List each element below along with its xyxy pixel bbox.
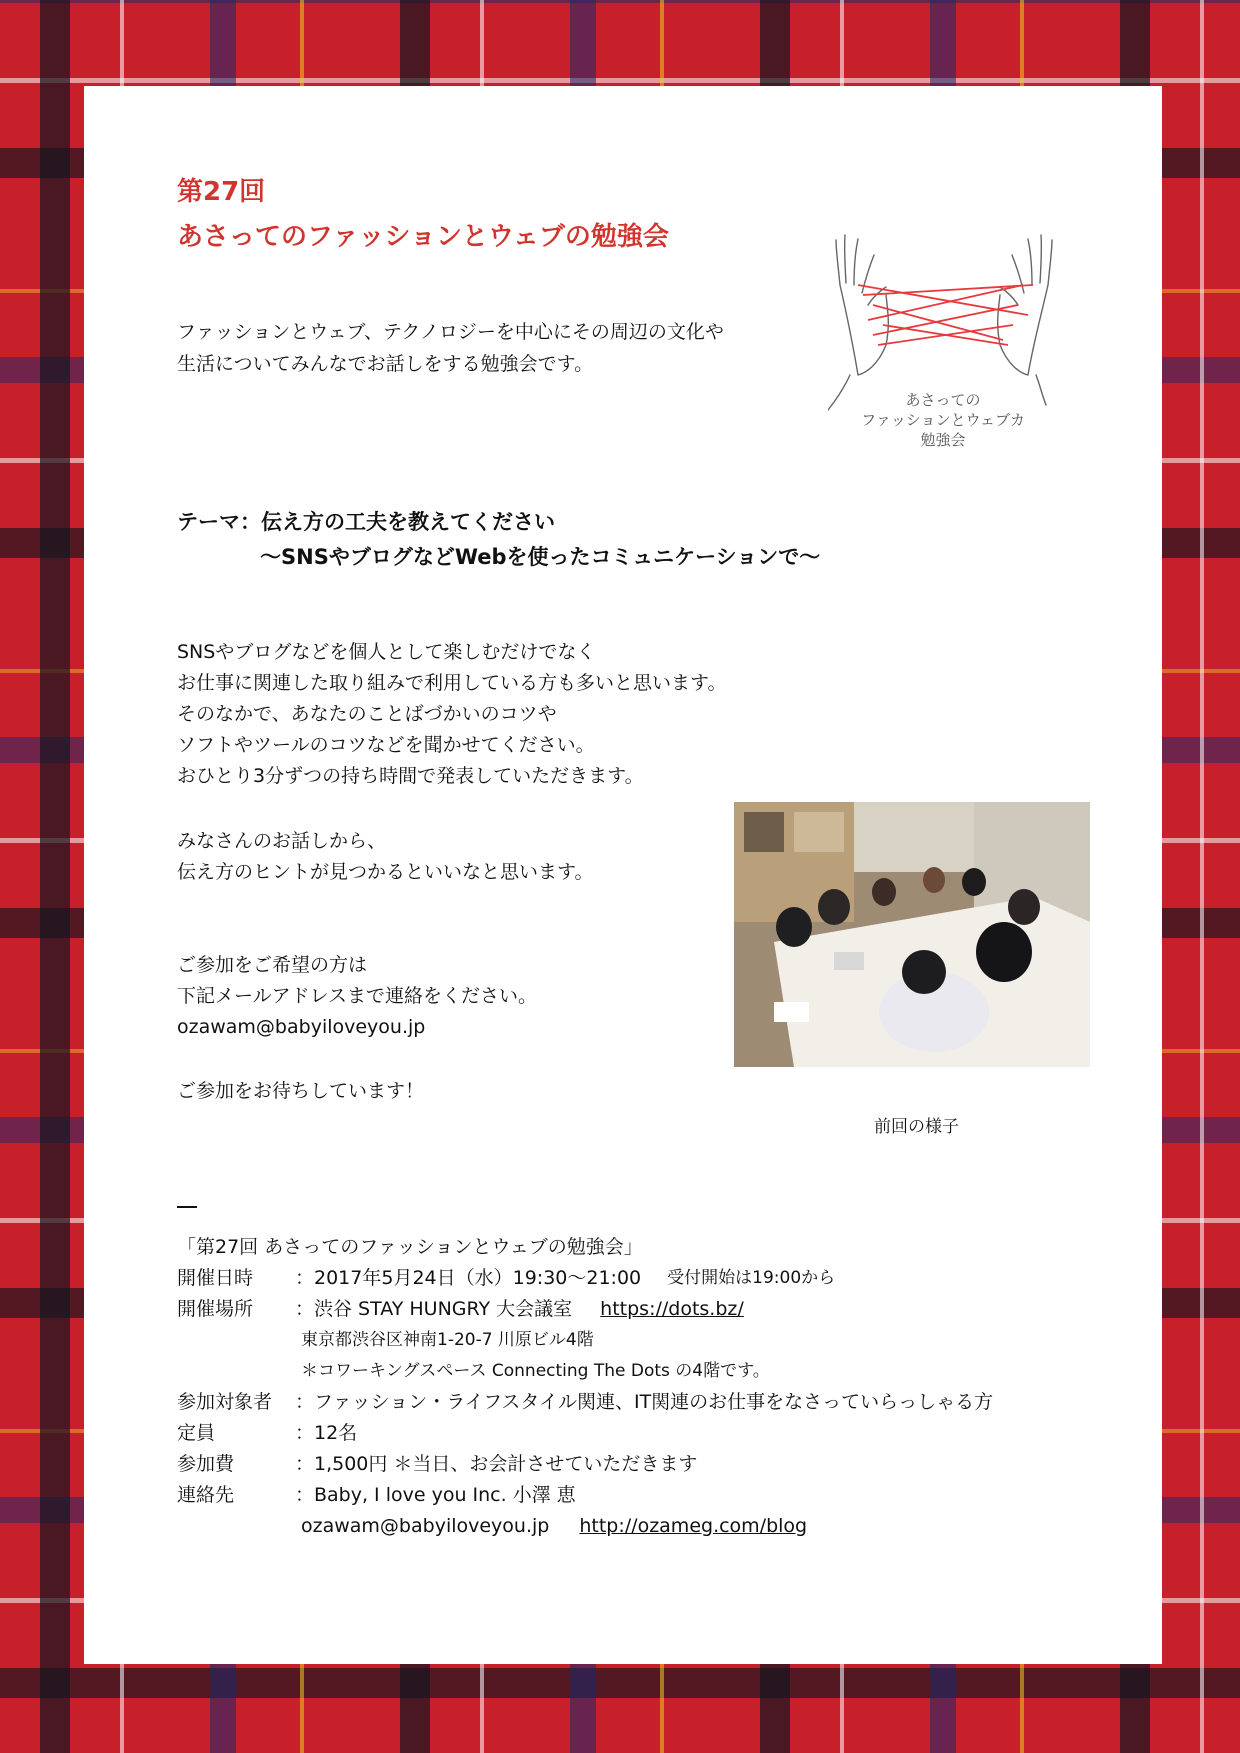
venue-address: 東京都渋谷区神南1-20-7 川原ビル4階 (301, 1330, 594, 1350)
body-line: ご参加をご希望の方は (177, 954, 368, 976)
body-line: ソフトやツールのコツなどを聞かせてください。 (177, 734, 595, 756)
theme-title: テーマ：伝え方の工夫を教えてください (177, 510, 555, 534)
intro-text (177, 316, 724, 380)
details-heading-text: 「第27回 あさってのファッションとウェブの勉強会」 (177, 1236, 643, 1258)
detail-row-venue-note (177, 1356, 993, 1387)
detail-row-target (177, 1387, 993, 1418)
intro-line: ファッションとウェブ、テクノロジーを中心にその周辺の文化や (177, 321, 724, 343)
detail-row-address (177, 1325, 993, 1356)
event-details (177, 1232, 993, 1542)
blog-link[interactable]: http://ozameg.com/blog (579, 1515, 808, 1537)
body-line: おひとり3分ずつの持ち時間で発表していただきます。 (177, 765, 644, 787)
detail-value: ：渋谷 STAY HUNGRY 大会議室 (295, 1298, 573, 1320)
detail-row-date (177, 1263, 993, 1294)
logo-line3: 勉強会 (920, 431, 966, 449)
detail-row-contact-links (177, 1511, 993, 1542)
venue-note: ＊コワーキングスペース Connecting The Dots の4階です。 (301, 1361, 770, 1381)
page-title (177, 170, 669, 260)
detail-row-capacity (177, 1418, 993, 1449)
detail-note: 受付開始は19:00から (667, 1268, 836, 1288)
section-divider (177, 1206, 197, 1208)
contact-email-inline[interactable]: ozawam@babyiloveyou.jp (177, 1016, 426, 1038)
body-line: SNSやブログなどを個人として楽しむだけでなく (177, 641, 596, 663)
body-paragraph-3 (177, 950, 537, 1043)
detail-label: 開催場所 (177, 1298, 254, 1320)
body-line: みなさんのお話しから、 (177, 830, 387, 852)
previous-session-photo (734, 802, 1090, 1067)
body-line: そのなかで、あなたのことばづかいのコツや (177, 703, 557, 725)
body-line: 下記メールアドレスまで連絡をください。 (177, 985, 538, 1007)
logo-line2: ファッションとウェブカ (861, 411, 1025, 429)
detail-value: ：ファッション・ライフスタイル関連、IT関連のお仕事をなさっていらっしゃる方 (295, 1391, 994, 1413)
theme-heading (177, 505, 820, 575)
detail-value: ：1,500円 ＊当日、お会計させていただきます (295, 1453, 698, 1475)
detail-label: 開催日時 (177, 1267, 254, 1289)
photo-caption: 前回の様子 (874, 1117, 959, 1137)
detail-row-contact (177, 1480, 993, 1511)
detail-value: ：Baby, I love you Inc. 小澤 恵 (295, 1484, 576, 1506)
title-name: あさってのファッションとウェブの勉強会 (177, 222, 669, 252)
venue-link[interactable]: https://dots.bz/ (600, 1298, 744, 1320)
detail-label: 定員 (177, 1422, 216, 1444)
detail-value: ：12名 (295, 1422, 358, 1444)
theme-subtitle: 〜SNSやブログなどWebを使ったコミュニケーションで〜 (260, 545, 821, 569)
detail-row-fee (177, 1449, 993, 1480)
closing-text: ご参加をお待ちしています！ (177, 1080, 425, 1102)
body-paragraph-1 (177, 637, 726, 792)
logo-line1: あさっての (905, 391, 981, 409)
detail-label: 参加対象者 (177, 1391, 273, 1413)
detail-value: ：2017年5月24日（水）19:30〜21:00 (295, 1267, 642, 1289)
body-paragraph-2 (177, 826, 593, 888)
intro-line: 生活についてみんなでお話しをする勉強会です。 (177, 353, 594, 375)
body-line: お仕事に関連した取り組みで利用している方も多いと思います。 (177, 672, 727, 694)
title-edition: 第27回 (177, 177, 266, 207)
detail-label: 参加費 (177, 1453, 235, 1475)
detail-row-venue (177, 1294, 993, 1325)
detail-label: 連絡先 (177, 1484, 235, 1506)
contact-email[interactable]: ozawam@babyiloveyou.jp (301, 1515, 550, 1537)
body-line: 伝え方のヒントが見つかるといいなと思います。 (177, 861, 594, 883)
details-heading (177, 1232, 993, 1263)
cats-cradle-logo (828, 225, 1058, 457)
